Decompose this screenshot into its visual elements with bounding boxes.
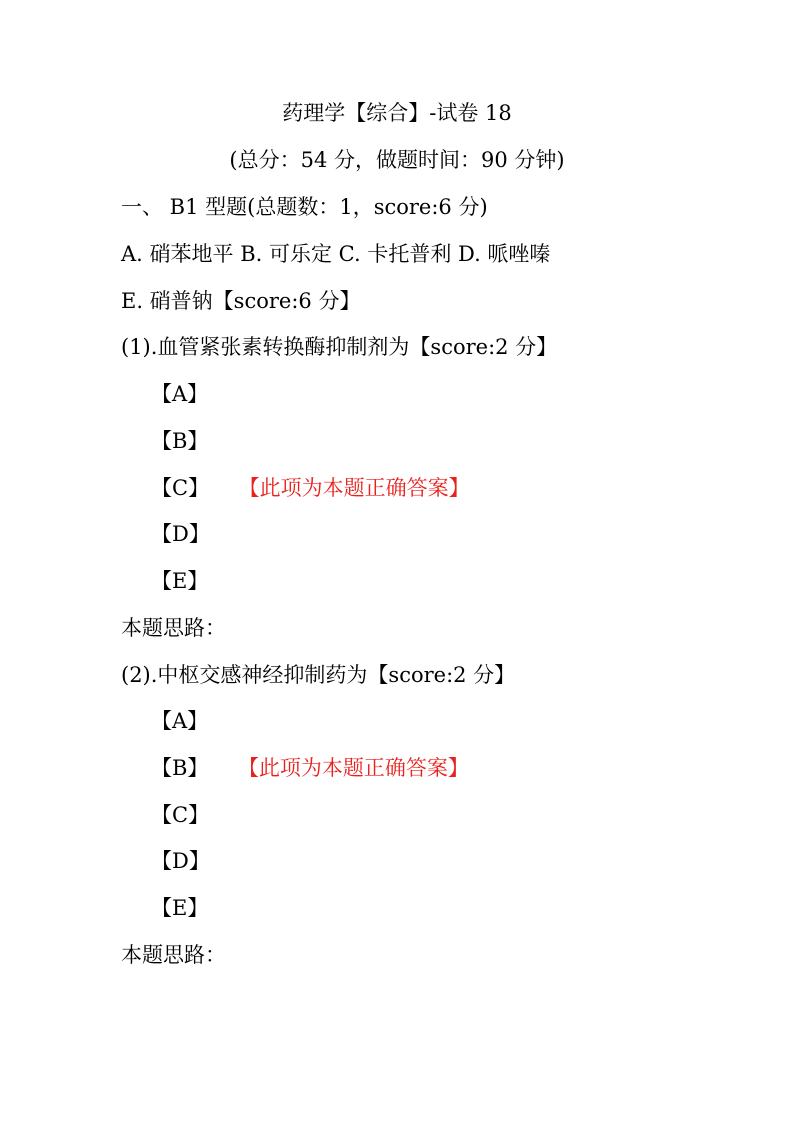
question-1-option-b: 【B】 <box>151 429 209 453</box>
page-subtitle: (总分：54 分，做题时间：90 分钟) <box>229 148 565 172</box>
question-2-option-c: 【C】 <box>151 803 210 827</box>
question-1-option-d: 【D】 <box>151 522 210 546</box>
question-1-stem: (1).血管紧张素转换酶抑制剂为【score:2 分】 <box>121 335 558 359</box>
question-2-option-d: 【D】 <box>151 849 210 873</box>
question-1-option-c <box>151 474 470 502</box>
choices-line-2: E. 硝普钠【score:6 分】 <box>121 289 361 313</box>
question-1-option-e: 【E】 <box>151 569 209 593</box>
section-heading: 一、 B1 型题(总题数：1，score:6 分) <box>121 195 488 219</box>
correct-answer-marker: 【此项为本题正确答案】 <box>249 476 470 500</box>
choices-line-1: A. 硝苯地平 B. 可乐定 C. 卡托普利 D. 哌唑嗪 <box>121 242 551 266</box>
question-2-option-b <box>151 754 469 782</box>
question-1-explanation-label: 本题思路： <box>121 616 226 640</box>
page-title: 药理学【综合】-试卷 18 <box>282 101 512 125</box>
question-2-explanation-label: 本题思路： <box>121 943 226 967</box>
question-1-option-a: 【A】 <box>151 382 209 406</box>
question-2-option-a: 【A】 <box>151 709 209 733</box>
question-2-option-e: 【E】 <box>151 896 209 920</box>
correct-answer-marker: 【此项为本题正确答案】 <box>248 756 469 780</box>
option-label: 【C】 <box>151 476 210 500</box>
question-2-stem: (2).中枢交感神经抑制药为【score:2 分】 <box>121 663 516 687</box>
option-label: 【B】 <box>151 756 209 780</box>
